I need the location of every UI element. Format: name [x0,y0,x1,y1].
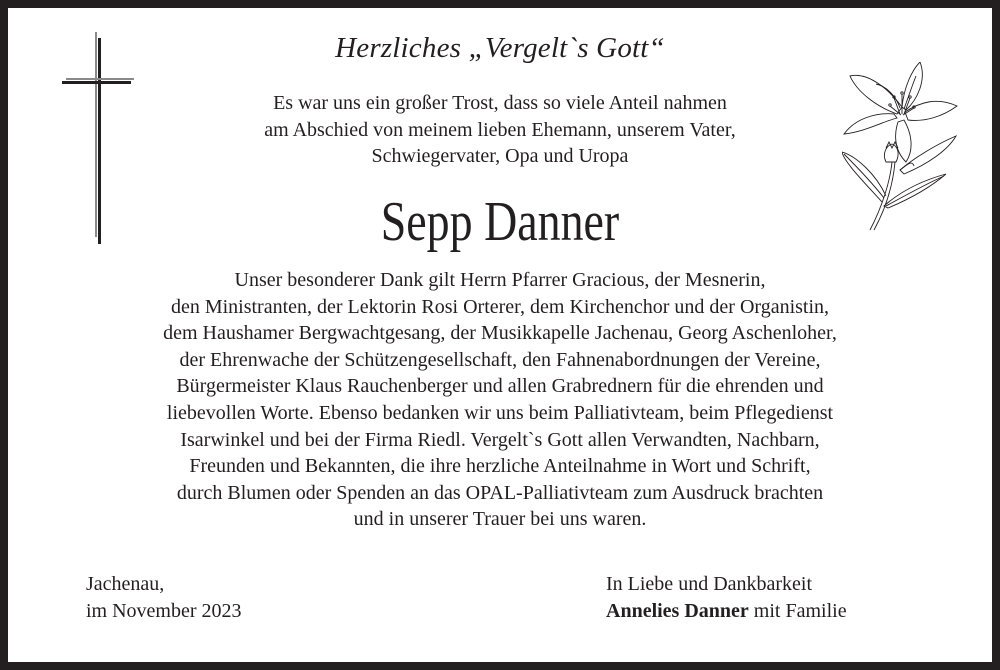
signer-suffix: mit Familie [748,600,847,622]
body-line: Freunden und Bekannten, die ihre herzliche Anteilnahme in Wort und Schrift, [189,455,811,478]
intro-line: Es war uns ein großer Trost, dass so viele Anteil nahmen [273,92,727,114]
body-line: und in unserer Trauer bei uns waren. [353,508,647,531]
place-and-date [86,571,242,625]
signer-name: Annelies Danner [606,600,749,622]
place: Jachenau, [86,573,165,595]
closing-phrase: In Liebe und Dankbarkeit [606,573,813,595]
body-line: den Ministranten, der Lektorin Rosi Orterer, dem Kirchenchor und der Organistin, [170,295,830,318]
signer [606,598,847,625]
notice-title: Herzliches „Vergelt`s Gott“ [335,32,665,64]
body-line: Isarwinkel und bei der Firma Riedl. Vergelt`s Gott allen Verwandten, Nachbarn, [180,428,820,451]
body-line: liebevollen Worte. Ebenso bedanken wir uns beim Palliativteam, beim Pflegedienst [166,401,834,424]
thank-you-text [0,267,1000,533]
signature-block [606,571,847,625]
date: im November 2023 [86,600,242,622]
body-line: dem Haushamer Bergwachtgesang, der Musikkapelle Jachenau, Georg Aschenloher, [163,322,837,345]
body-line: Unser besonderer Dank gilt Herrn Pfarrer Gracious, der Mesnerin, [234,269,766,291]
obituary-notice [8,8,992,662]
body-line: durch Blumen oder Spenden an das OPAL-Palliativteam zum Ausdruck brachten [176,481,824,504]
body-line: der Ehrenwache der Schützengesellschaft, den Fahnenabordnungen der Vereine, [179,348,821,371]
intro-line: am Abschied von meinem lieben Ehemann, unserem Vater, [264,118,736,141]
intro-line: Schwiegervater, Opa und Uropa [371,145,629,167]
lily-flower-icon [842,62,960,232]
body-line: Bürgermeister Klaus Rauchenberger und allen Grabrednern für die ehrenden und [176,375,824,398]
deceased-name: Sepp Danner [380,191,620,253]
